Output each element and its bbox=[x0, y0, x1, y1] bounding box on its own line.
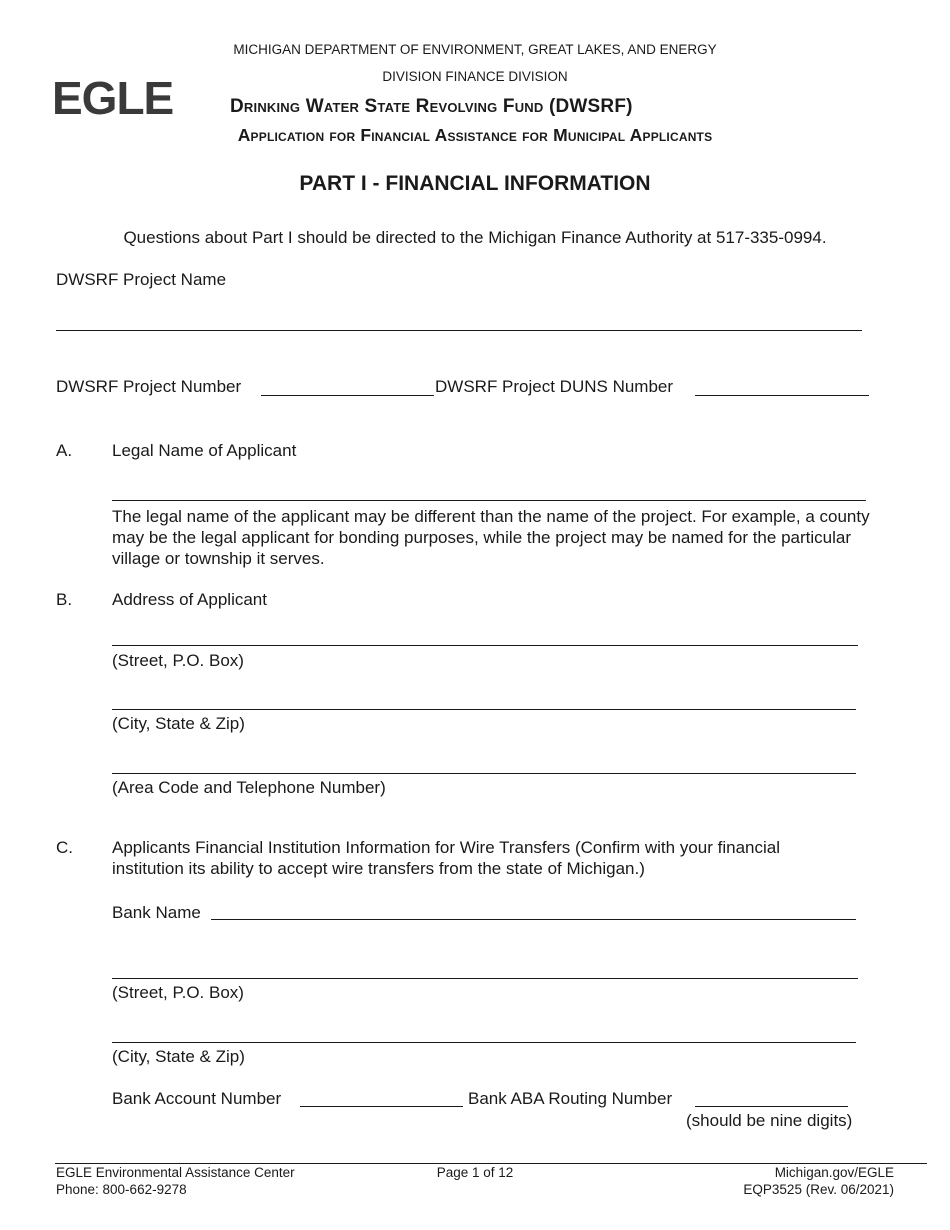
part-title: PART I - FINANCIAL INFORMATION bbox=[299, 172, 651, 195]
applicant-street-field[interactable] bbox=[112, 645, 858, 646]
section-b-label: Address of Applicant bbox=[112, 590, 267, 609]
account-number-field[interactable] bbox=[300, 1106, 463, 1107]
bank-city-field[interactable] bbox=[112, 1042, 856, 1043]
footer-website: Michigan.gov/EGLE bbox=[774, 1165, 894, 1180]
applicant-city-field[interactable] bbox=[112, 709, 856, 710]
bank-street-field[interactable] bbox=[112, 978, 858, 979]
applicant-phone-caption: (Area Code and Telephone Number) bbox=[112, 778, 386, 797]
duns-field[interactable] bbox=[695, 395, 869, 396]
aba-note: (should be nine digits) bbox=[686, 1111, 853, 1130]
section-c-letter: C. bbox=[56, 838, 73, 857]
division-name: DIVISION FINANCE DIVISION bbox=[382, 69, 568, 84]
section-a-note: The legal name of the applicant may be different than the name of the project. For example, a county may be the legal applicant for bonding purposes, while the project may be named for the particular village or township it serves. bbox=[112, 507, 870, 568]
section-b-letter: B. bbox=[56, 590, 73, 609]
footer-phone: Phone: 800-662-9278 bbox=[56, 1182, 187, 1197]
form-subtitle: Application for Financial Assistance for Municipal Applicants bbox=[237, 125, 713, 145]
footer-center-name: EGLE Environmental Assistance Center bbox=[56, 1165, 295, 1180]
project-name-field[interactable] bbox=[56, 330, 862, 331]
egle-logo-text: EGLE bbox=[52, 76, 174, 118]
bank-street-caption: (Street, P.O. Box) bbox=[112, 983, 244, 1002]
aba-field[interactable] bbox=[695, 1106, 848, 1107]
bank-city-caption: (City, State & Zip) bbox=[112, 1047, 245, 1066]
applicant-street-caption: (Street, P.O. Box) bbox=[112, 651, 244, 670]
intro-text: Questions about Part I should be directed to the Michigan Finance Authority at 517-335-0994. bbox=[123, 228, 827, 247]
legal-name-field[interactable] bbox=[112, 500, 866, 501]
account-number-label: Bank Account Number bbox=[112, 1089, 282, 1108]
form-number: EQP3525 (Rev. 06/2021) bbox=[743, 1182, 894, 1197]
project-name-label: DWSRF Project Name bbox=[56, 270, 227, 289]
section-a-letter: A. bbox=[56, 441, 73, 460]
aba-label: Bank ABA Routing Number bbox=[468, 1089, 673, 1108]
footer-right bbox=[743, 1164, 894, 1198]
form-title: Drinking Water State Revolving Fund (DWSRF) bbox=[230, 96, 633, 117]
applicant-phone-field[interactable] bbox=[112, 773, 856, 774]
bank-name-label: Bank Name bbox=[112, 903, 201, 922]
duns-label: DWSRF Project DUNS Number bbox=[435, 377, 674, 396]
section-a-label: Legal Name of Applicant bbox=[112, 441, 297, 460]
bank-name-field[interactable] bbox=[211, 919, 856, 920]
applicant-city-caption: (City, State & Zip) bbox=[112, 714, 245, 733]
section-c-label: Applicants Financial Institution Information for Wire Transfers (Confirm with your financial institution its ability to accept wire transfers from the state of Michigan.) bbox=[112, 838, 780, 878]
agency-name: MICHIGAN DEPARTMENT OF ENVIRONMENT, GREAT LAKES, AND ENERGY bbox=[233, 42, 717, 57]
page-number: Page 1 of 12 bbox=[436, 1165, 514, 1180]
egle-logo bbox=[52, 76, 180, 118]
project-number-label: DWSRF Project Number bbox=[56, 377, 242, 396]
project-number-field[interactable] bbox=[261, 395, 434, 396]
